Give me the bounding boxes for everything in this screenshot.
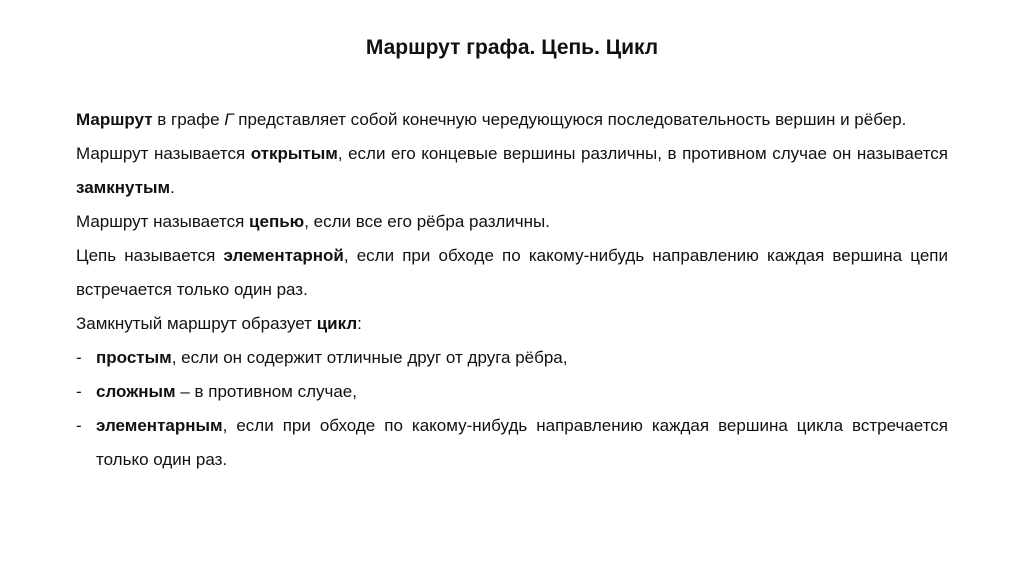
text-chain-condition: , если все его рёбра различны. bbox=[304, 212, 550, 231]
list-dash: - bbox=[76, 382, 82, 401]
paragraph-cycle bbox=[76, 307, 948, 341]
paragraph-open-closed bbox=[76, 137, 948, 205]
text-route-definition: представляет собой конечную чередующуюся последовательность вершин и рёбер. bbox=[233, 110, 907, 129]
term-open: открытым bbox=[250, 144, 338, 163]
text-in-graph: в графе bbox=[152, 110, 225, 129]
paragraph-route-definition bbox=[76, 103, 948, 137]
list-item-text: , если при обходе по какому-нибудь направлению каждая вершина цикла встречается только один раз. bbox=[96, 416, 948, 469]
term-simple: простым bbox=[96, 348, 172, 367]
term-complex: сложным bbox=[96, 382, 176, 401]
list-dash: - bbox=[76, 416, 82, 435]
slide-title: Маршрут графа. Цепь. Цикл bbox=[365, 36, 659, 59]
text-elementary-condition: , если при обходе по какому-нибудь направлению каждая вершина цепи встречается только один раз. bbox=[76, 246, 948, 299]
cycle-types-list bbox=[76, 341, 948, 477]
list-item-text: – в противном случае, bbox=[175, 382, 357, 401]
term-closed: замкнутым bbox=[76, 178, 171, 197]
term-elementary-cycle: элементарным bbox=[96, 416, 223, 435]
term-cycle: цикл bbox=[316, 314, 358, 333]
paragraph-elementary-chain bbox=[76, 239, 948, 307]
paragraph-chain bbox=[76, 205, 948, 239]
list-item bbox=[76, 341, 948, 375]
text-route-called: Маршрут называется bbox=[76, 144, 251, 163]
list-dash: - bbox=[76, 348, 82, 367]
term-chain: цепью bbox=[249, 212, 305, 231]
term-route: Маршрут bbox=[76, 110, 153, 129]
text-closed-route-forms: Замкнутый маршрут образует bbox=[76, 314, 317, 333]
slide-body bbox=[76, 103, 948, 477]
text-colon: : bbox=[357, 314, 362, 333]
text-open-condition: , если его концевые вершины различны, в противном случае он называется bbox=[337, 144, 949, 163]
text-period: . bbox=[170, 178, 175, 197]
text-route-called: Маршрут называется bbox=[76, 212, 250, 231]
term-elementary: элементарной bbox=[223, 246, 344, 265]
graph-symbol: Г bbox=[224, 110, 234, 129]
list-item-text: , если он содержит отличные друг от друга рёбра, bbox=[171, 348, 568, 367]
list-item bbox=[76, 409, 948, 477]
list-item bbox=[76, 375, 948, 409]
text-chain-called: Цепь называется bbox=[76, 246, 224, 265]
